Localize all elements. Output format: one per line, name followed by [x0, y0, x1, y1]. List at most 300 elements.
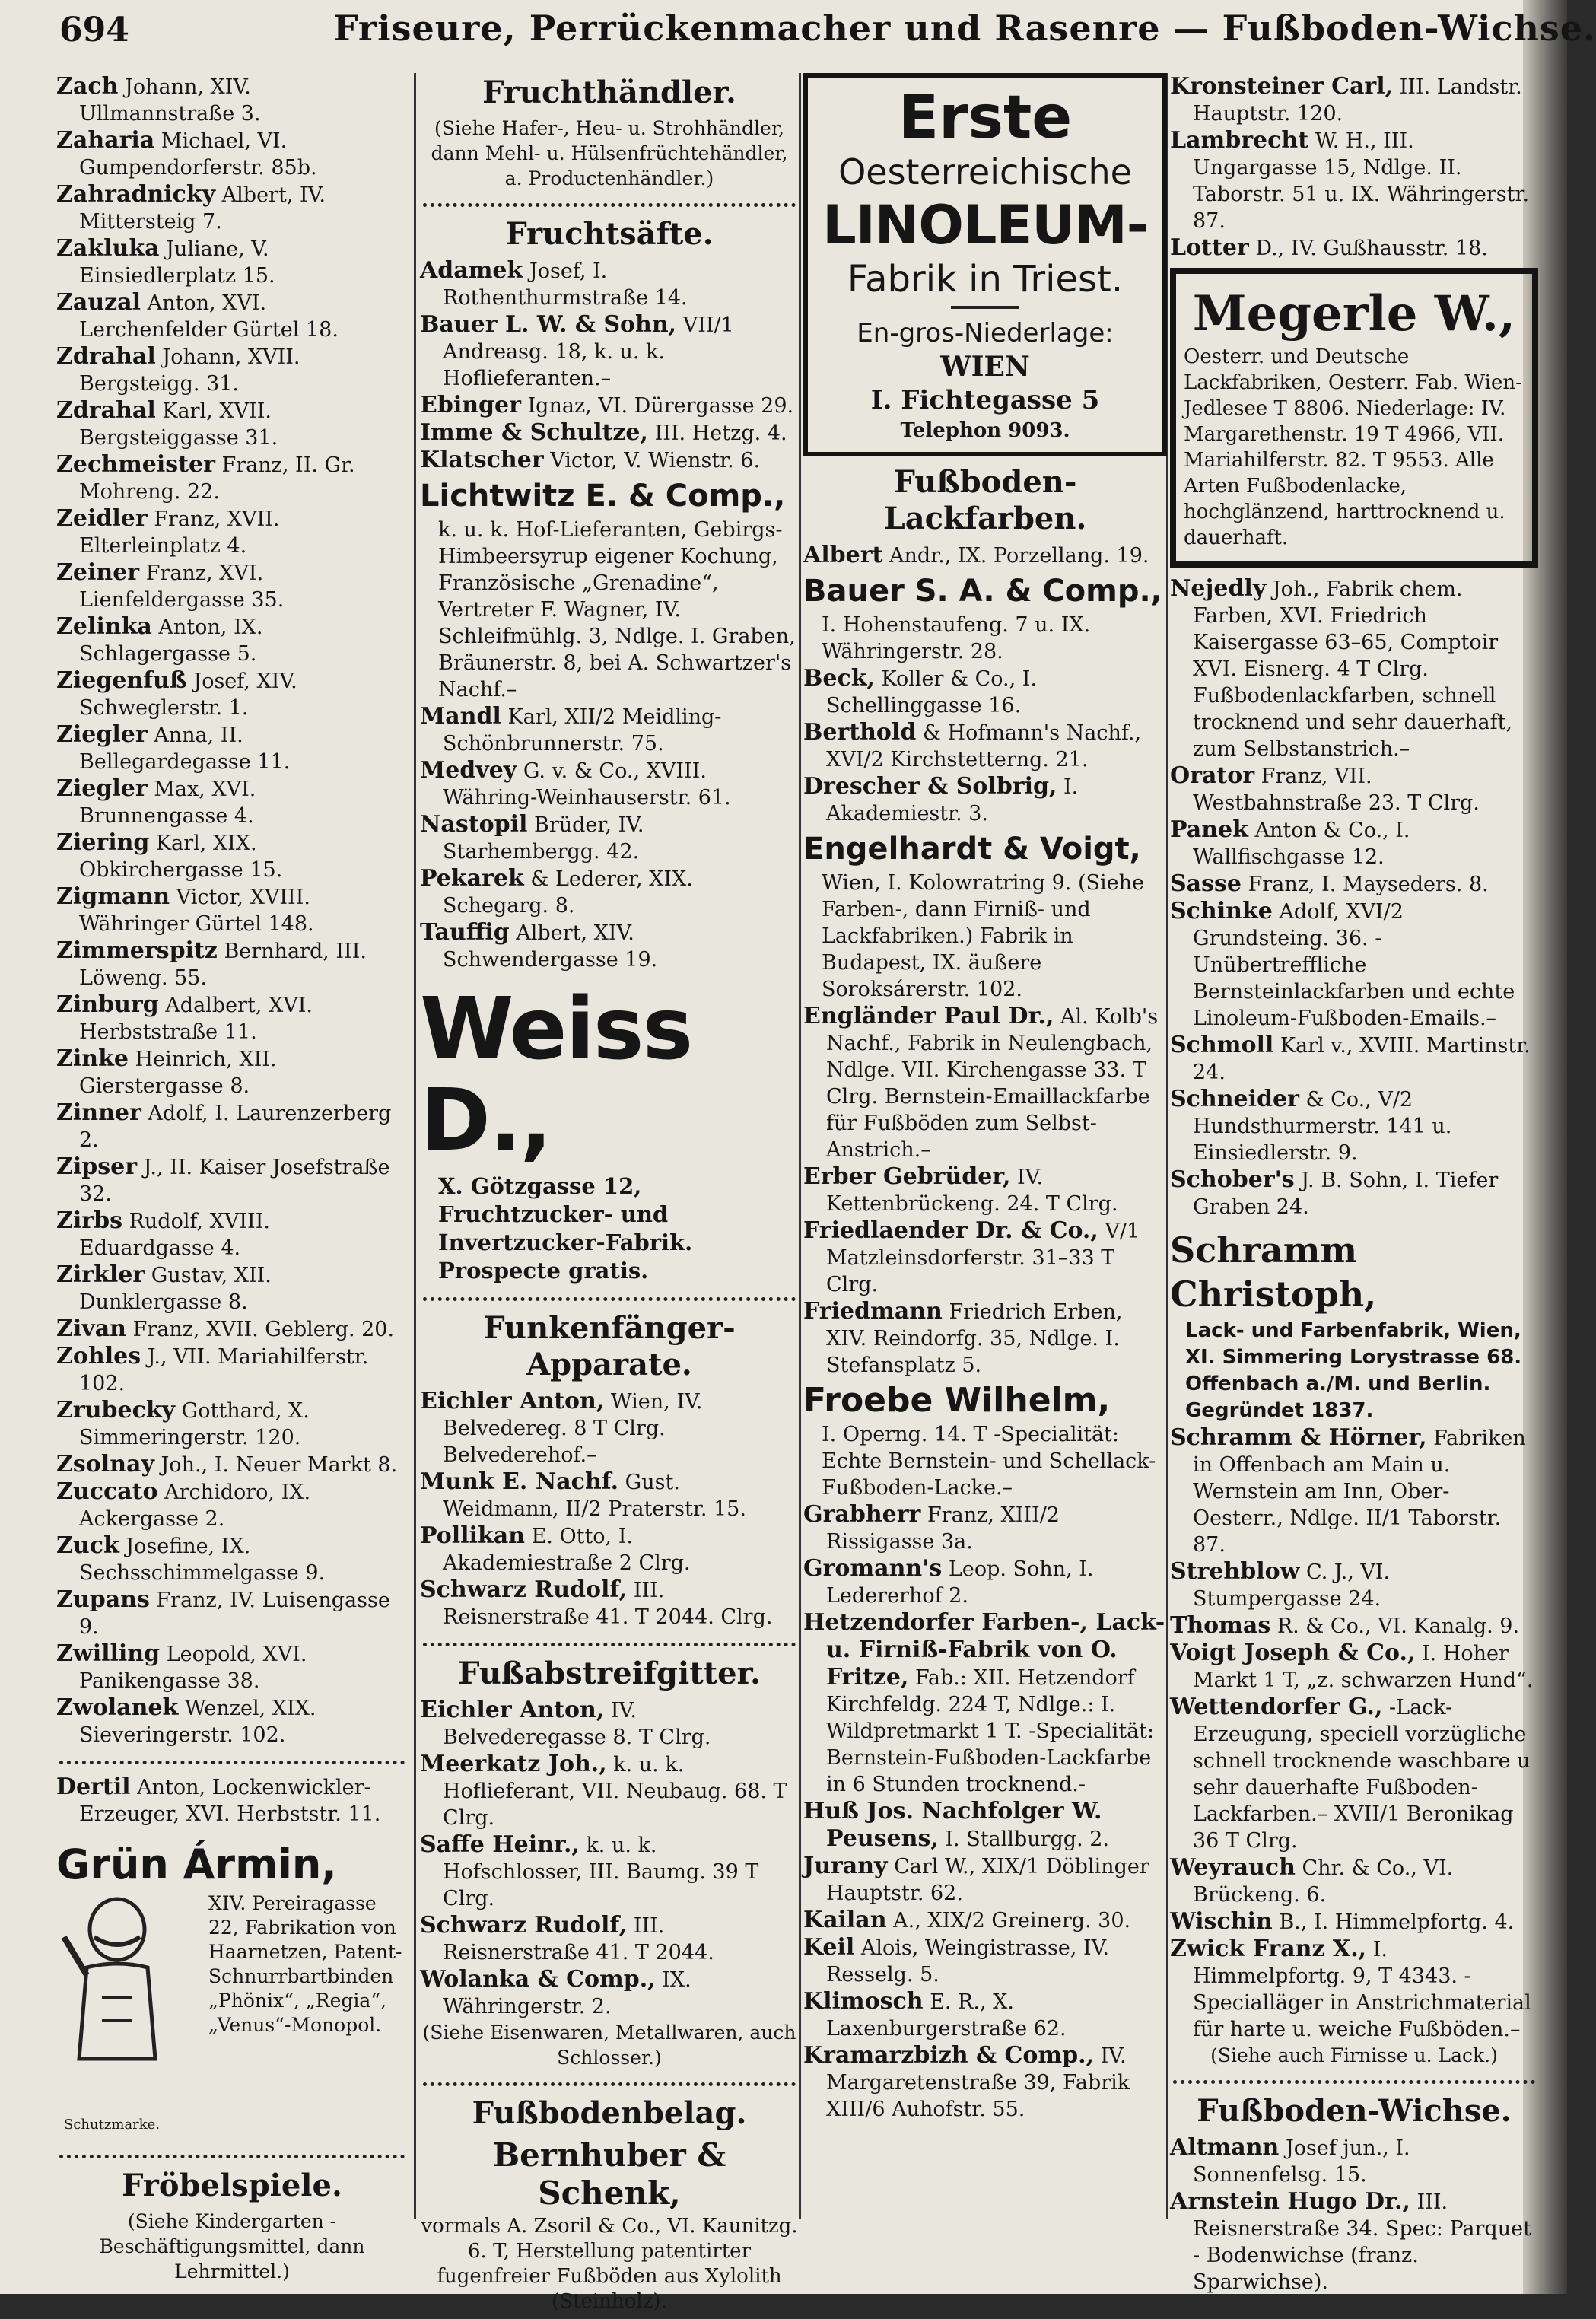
- entry-text: Brüder, IV. Starhembergg. 42.: [443, 813, 644, 864]
- ad-megerle-text: Oesterr. und Deutsche Lackfabriken, Oesterr. Fab. Wien-Jedlesee T 8806. Niederlage: IV. Margarethenstr. 19 T 4966, VII. Mariahilferstr. 82. T 9553. Alle Arten Fußbodenlacke, hochglänzend, harttrocknend u. dauerhaft.: [1184, 345, 1522, 549]
- entry-text: Franz, IV. Luisengasse 9.: [79, 1589, 390, 1639]
- list-item: [56, 1478, 408, 1532]
- list-item: [420, 1912, 799, 1966]
- entry-text: III. Reisnerstraße 41. T 2044.: [443, 1914, 714, 1964]
- dotted-separator: [423, 1290, 796, 1301]
- list-item: [420, 1697, 799, 1751]
- entry-name: Beck,: [803, 665, 875, 692]
- entry-name: Sasse: [1170, 870, 1242, 897]
- entry-text: Gust. Weidmann, II/2 Praterstr. 15.: [443, 1471, 746, 1521]
- ad-gruen-caption: Schutzmarke.: [64, 2117, 160, 2133]
- list-item: [56, 1532, 408, 1586]
- entry-name: Zahradnicky: [56, 181, 216, 208]
- entry-text: & Hofmann's Nachf., XVI/2 Kirchstetterng. 21.: [826, 721, 1142, 771]
- dotted-separator: [1173, 2072, 1535, 2084]
- entry-text: Gustav, XII. Dunklergasse 8.: [79, 1264, 272, 1314]
- list-item: [420, 1576, 799, 1630]
- entry-text: Franz, I. Mayseders. 8.: [1248, 873, 1489, 896]
- entry-name: Zupans: [56, 1586, 150, 1613]
- entry-text: Joh., Fabrik chem. Farben, XVI. Friedrich Kaisergasse 63–65, Comptoir XVI. Eisnerg. 4 T Clrg. Fußbodenlackfarben, schnell trocknend und sehr dauerhaft, zum Selbstanstrich.–: [1193, 577, 1513, 761]
- entry-text: Franz, VII. Westbahnstraße 23. T Clrg.: [1193, 765, 1480, 815]
- list-item: [56, 1640, 408, 1694]
- entry-text: Leop. Sohn, I. Ledererhof 2.: [826, 1557, 1094, 1608]
- entry-name: Altmann: [1170, 2134, 1280, 2161]
- list-item: [420, 392, 799, 419]
- entry-name: Kronsteiner Carl,: [1170, 73, 1394, 100]
- entry-name: Imme & Schultze,: [420, 419, 648, 446]
- list-item: [803, 542, 1167, 569]
- entry-text: & Lederer, XIX. Schegarg. 8.: [443, 867, 693, 918]
- entry-text: D., IV. Gußhausstr. 18.: [1255, 237, 1488, 260]
- entry-text: Rudolf, XVIII. Eduardgasse 4.: [79, 1210, 270, 1260]
- entry-name: Huß Jos. Nachfolger W. Peusens,: [803, 1798, 1102, 1852]
- entry-name: Klimosch: [803, 1988, 924, 2015]
- entry-name: Wischin: [1170, 1908, 1273, 1935]
- entry-name: Zsolnay: [56, 1451, 154, 1478]
- list-item: [803, 1853, 1167, 1907]
- entry-name: Bauer L. W. & Sohn,: [420, 311, 677, 338]
- entry-name: Zwick Franz X.,: [1170, 1936, 1367, 1962]
- ad-linoleum: [803, 73, 1167, 456]
- list-item: [56, 937, 408, 991]
- entry-text: E. R., X. Laxenburgerstraße 62.: [826, 1990, 1067, 2041]
- entry-text: Leopold, XVI. Panikengasse 38.: [79, 1643, 307, 1693]
- entry-text: Victor, V. Wienstr. 6.: [550, 449, 761, 472]
- entry-name: Zipser: [56, 1153, 138, 1180]
- list-item: [56, 1451, 408, 1478]
- column-3: [803, 73, 1167, 2123]
- entry-name: Zdrahal: [56, 343, 156, 370]
- column-2: [420, 73, 799, 2319]
- list-item: [803, 2042, 1167, 2123]
- entry-name: Voigt Joseph & Co.,: [1170, 1640, 1416, 1666]
- entry-text: -Lack-Erzeugung, speciell vorzügliche schnell trocknende waschbare u sehr dauerhafte Fußboden-Lackfarben.– XVII/1 Beronikag 36 T Clrg.: [1193, 1696, 1531, 1853]
- entry-text: E. Otto, I. Akademiestraße 2 Clrg.: [443, 1525, 691, 1575]
- entry-name: Adamek: [420, 257, 523, 284]
- list-item: [1170, 898, 1538, 1032]
- list-item: [56, 235, 408, 289]
- ad-megerle: [1170, 268, 1538, 568]
- entry-name: Panek: [1170, 816, 1248, 843]
- entry-name: Zwolanek: [56, 1694, 179, 1721]
- entry-text: Johann, XVII. Bergsteigg. 31.: [79, 345, 300, 396]
- entry-name: Erber Gebrüder,: [803, 1163, 1011, 1190]
- entry-name: Saffe Heinr.,: [420, 1831, 580, 1858]
- list-item: [803, 1217, 1167, 1298]
- section-note: (Siehe Hafer-, Heu- u. Strohhändler, dann Mehl- u. Hülsenfrüchtehändler, a. Productenhändler.): [431, 117, 788, 189]
- entry-name: Zirbs: [56, 1207, 122, 1234]
- entry-text: Karl, XII/2 Meidling-Schönbrunnerstr. 75.: [443, 705, 722, 756]
- entry-text: & Co., V/2 Hundsthurmerstr. 141 u. Einsiedlerstr. 9.: [1193, 1088, 1452, 1165]
- list-item: [1170, 234, 1538, 262]
- list-item: [1170, 1086, 1538, 1166]
- list-item: [420, 419, 799, 447]
- entry-text: Fabriken in Offenbach am Main u. Wernstein am Inn, Ober-Oesterr., Ndlge. II/1 Taborstr. 87.: [1193, 1427, 1526, 1557]
- entry-name: Gromann's: [803, 1555, 943, 1582]
- list-item: [56, 667, 408, 721]
- entry-name: Drescher & Solbrig,: [803, 773, 1057, 800]
- list-item: [420, 1831, 799, 1912]
- list-item: [803, 1163, 1167, 1217]
- entry-name: Strehblow: [1170, 1558, 1300, 1585]
- ad-megerle-name: Megerle W.,: [1192, 285, 1516, 342]
- entry-text: Josef jun., I. Sonnenfelsg. 15.: [1193, 2136, 1410, 2187]
- entry-name: Ziering: [56, 829, 150, 856]
- list-item: [420, 1388, 799, 1468]
- entry-name: Kailan: [803, 1907, 887, 1933]
- list-item: [1170, 1166, 1538, 1220]
- entry-name: Engländer Paul Dr.,: [803, 1003, 1054, 1029]
- entry-name: Schinke: [1170, 898, 1273, 924]
- list-item: [56, 1045, 408, 1099]
- entry-name: Lotter: [1170, 234, 1249, 261]
- entry-list: [803, 665, 1167, 827]
- entry-text: Anna, II. Bellegardegasse 11.: [79, 724, 291, 774]
- entry-text: Michael, VI. Gumpendorferstr. 85b.: [79, 129, 317, 180]
- page-number: 694: [59, 11, 129, 49]
- list-item: [420, 811, 799, 865]
- entry-text: Gotthard, X. Simmeringerstr. 120.: [79, 1399, 310, 1449]
- list-item: [56, 505, 408, 559]
- entry-text: Fab.: XII. Hetzendorf Kirchfeldg. 224 T, Ndlge.: I. Wildpretmarkt 1 T. -Specialität: Bernstein-Fußboden-Lackfarbe in 6 Stunden trocknend.-: [826, 1666, 1155, 1796]
- entry-list: [56, 73, 408, 1748]
- entry-name: Orator: [1170, 762, 1255, 789]
- entry-name: Zdrahal: [56, 397, 156, 424]
- ad-schramm-name: Schramm Christoph,: [1170, 1229, 1377, 1315]
- list-item: [803, 1298, 1167, 1379]
- list-item: [1170, 1558, 1538, 1612]
- entry-text: Ignaz, VI. Dürergasse 29.: [527, 394, 794, 418]
- entry-name: Medvey: [420, 757, 517, 784]
- list-item: [420, 447, 799, 474]
- list-item: [420, 257, 799, 311]
- entry-text: R. & Co., VI. Kanalg. 9.: [1276, 1614, 1520, 1638]
- entry-name: Keil: [803, 1934, 855, 1961]
- entry-text: Joh., I. Neuer Markt 8.: [161, 1453, 398, 1477]
- ad-lichtwitz-name: Lichtwitz E. & Comp.,: [420, 479, 786, 514]
- entry-name: Berthold: [803, 719, 917, 746]
- entry-text: Adolf, XVI/2 Grundsteing. 36. -Unübertreffliche Bernsteinlackfarben und echte Linoleum-Fußboden-Emails.–: [1193, 900, 1515, 1030]
- entry-text: Adolf, I. Laurenzerberg 2.: [79, 1102, 392, 1152]
- entry-name: Eichler Anton,: [420, 1388, 605, 1414]
- list-item: [56, 397, 408, 451]
- ad-lichtwitz-text: k. u. k. Hof-Lieferanten, Gebirgs-Himbeersyrup eigener Kochung, Französische „Grenadine“, Vertreter F. Wagner, IV. Schleifmühlg. 3, Ndlge. I. Graben, Bräunerstr. 8, bei A. Schwartzer's Nachf.–: [438, 518, 796, 701]
- list-item: [420, 757, 799, 811]
- page-header: [59, 6, 1596, 59]
- list-item: [56, 451, 408, 505]
- entry-name: Eichler Anton,: [420, 1697, 605, 1723]
- entry-text: I. Himmelpfortg. 9, T 4343. -Specialläger in Anstrichmaterial für harte u. weiche Fußböden.–: [1193, 1938, 1531, 2041]
- entry-text: Franz, XVI. Lienfeldergasse 35.: [79, 561, 285, 612]
- list-item: [1170, 1908, 1538, 1936]
- list-item: [803, 1988, 1167, 2042]
- list-item: [420, 311, 799, 392]
- entry-text: IX. Währingerstr. 2.: [443, 1968, 691, 2018]
- entry-name: Kramarzbizh & Comp.,: [803, 2042, 1095, 2069]
- list-item: [1170, 127, 1538, 234]
- entry-text: k. u. k. Hofschlosser, III. Baumg. 39 T Clrg.: [443, 1834, 759, 1910]
- list-item: [56, 1586, 408, 1640]
- entry-name: Grabherr: [803, 1501, 921, 1528]
- ad-linoleum-line4: Fabrik in Triest.: [847, 258, 1124, 301]
- dotted-separator: [423, 1635, 796, 1646]
- dotted-separator: [59, 1753, 405, 1764]
- list-item: [56, 181, 408, 235]
- entry-text: Karl v., XVIII. Martinstr. 24.: [1193, 1034, 1531, 1084]
- ad-weiss-text: X. Götzgasse 12, Fruchtzucker- und Invertzucker-Fabrik. Prospecte gratis.: [438, 1173, 693, 1284]
- entry-name: Lambrecht: [1170, 127, 1309, 154]
- entry-list: [803, 1501, 1167, 2123]
- list-item: [803, 1555, 1167, 1609]
- entry-name: Ziegler: [56, 775, 148, 802]
- entry-text: Josefine, IX. Sechsschimmelgasse 9.: [79, 1535, 326, 1585]
- entry-list: [1170, 1424, 1538, 2043]
- entry-list: [1170, 2134, 1538, 2295]
- entry-name: Zimmerspitz: [56, 937, 218, 964]
- entry-name: Zeidler: [56, 505, 148, 532]
- section-title: Fruchthändler.: [482, 75, 736, 110]
- list-item: [56, 1099, 408, 1153]
- entry-name: Zuccato: [56, 1478, 158, 1505]
- list-item: [420, 919, 799, 973]
- entry-text: IV. Belvederegasse 8. T Clrg.: [443, 1699, 711, 1749]
- entry-text: VII/1 Andreasg. 18, k. u. k. Hoflieferanten.–: [443, 313, 734, 390]
- list-item: [56, 73, 408, 127]
- entry-text: Wenzel, XIX. Sieveringerstr. 102.: [79, 1697, 316, 1747]
- entry-name: Zakluka: [56, 235, 160, 262]
- list-item: [1170, 1424, 1538, 1558]
- section-title: Fußboden-Wichse.: [1197, 2093, 1512, 2129]
- running-head: Friseure, Perrückenmacher und Rasenre — Fußboden-Wichse.: [333, 8, 1596, 49]
- entry-text: J., VII. Mariahilferstr. 102.: [79, 1345, 369, 1395]
- entry-name: Zinke: [56, 1045, 129, 1072]
- entry-name: Nejedly: [1170, 575, 1267, 602]
- list-item: [56, 775, 408, 829]
- list-item: [56, 343, 408, 397]
- column-4: [1170, 73, 1538, 2295]
- list-item: Dertil Anton, Lockenwickler-Erzeuger, XVI. Herbststr. 11.: [56, 1773, 381, 1826]
- entry-name: Schramm & Hörner,: [1170, 1424, 1427, 1451]
- entry-name: Schmoll: [1170, 1032, 1274, 1058]
- entry-text: Max, XVI. Brunnengasse 4.: [79, 778, 256, 828]
- entry-name: Ebinger: [420, 392, 521, 418]
- ad-bauer-name: Bauer S. A. & Comp.,: [803, 574, 1162, 609]
- section-note: (Siehe auch Firnisse u. Lack.): [1210, 2044, 1498, 2066]
- entry-name: Friedlaender Dr. & Co.,: [803, 1217, 1098, 1244]
- entry-text: Wien, IV. Belvedereg. 8 T Clrg. Belvederehof.–: [443, 1390, 703, 1467]
- ad-linoleum-line3: LINOLEUM-: [822, 194, 1148, 256]
- entry-text: III. Hetzg. 4.: [654, 421, 787, 445]
- entry-name: Zaharia: [56, 127, 155, 154]
- entry-name: Zirkler: [56, 1261, 145, 1288]
- ad-gruen: [56, 1891, 408, 2142]
- section-note: (Siehe Eisenwaren, Metallwaren, auch Schlosser.): [422, 2022, 796, 2069]
- list-item: [56, 127, 408, 181]
- entry-text: Al. Kolb's Nachf., Fabrik in Neulengbach, Ndlge. VII. Kirchengasse 33. T Clrg. Bernstein-Emaillackfarbe für Fußböden zum Selbst-Anstrich.–: [826, 1005, 1159, 1162]
- entry-text: Josef, XIV. Schweglerstr. 1.: [79, 670, 297, 720]
- entry-name: Zeiner: [56, 559, 140, 586]
- entry-text: Franz, XVII. Geblerg. 20.: [132, 1318, 395, 1341]
- section-title: Fußabstreifgitter.: [458, 1656, 761, 1691]
- ad-gruen-text: XIV. Pereiragasse 22, Fabrikation von Haarnetzen, Patent-Schnurrbartbinden „Phönix“, „Regia“, „Venus“-Monopol.: [208, 1892, 402, 2036]
- entry-text: C. J., VI. Stumpergasse 24.: [1193, 1560, 1391, 1611]
- section-title: Funkenfänger-Apparate.: [483, 1310, 736, 1382]
- list-item: [803, 1907, 1167, 1934]
- list-item: [420, 865, 799, 919]
- list-item: [1170, 1612, 1538, 1640]
- list-item: [56, 289, 408, 343]
- entry-text: k. u. k. Hoflieferant, VII. Neubaug. 68. T Clrg.: [443, 1753, 787, 1830]
- list-item: [56, 613, 408, 667]
- entry-name: Schwarz Rudolf,: [420, 1912, 628, 1939]
- list-item: [56, 991, 408, 1045]
- entry-name: Wettendorfer G.,: [1170, 1694, 1383, 1720]
- column-1: [56, 73, 408, 2289]
- list-item: [803, 1003, 1167, 1163]
- entry-name: Zivan: [56, 1315, 126, 1342]
- list-item: [420, 703, 799, 757]
- list-item: [56, 1315, 408, 1343]
- entry-text: W. H., III. Ungargasse 15, Ndlge. II. Taborstr. 51 u. IX. Währingerstr. 87.: [1193, 129, 1530, 233]
- list-item: [56, 883, 408, 937]
- list-item: [803, 719, 1167, 773]
- list-item: [56, 829, 408, 883]
- list-item: [56, 1343, 408, 1397]
- section-note: (Siehe Kindergarten - Beschäftigungsmittel, dann Lehrmittel.): [99, 2210, 365, 2282]
- list-item: [56, 1694, 408, 1748]
- entry-name: Zinner: [56, 1099, 141, 1126]
- entry-text: Carl W., XIX/1 Döblinger Hauptstr. 62.: [826, 1855, 1149, 1905]
- entry-text: Franz, XIII/2 Rissigasse 3a.: [826, 1503, 1060, 1554]
- entry-list: [420, 257, 799, 474]
- ad-froebe-text: I. Operng. 14. T -Specialität: Echte Bernstein- und Schellack-Fußboden-Lacke.–: [822, 1423, 1156, 1500]
- entry-text: Heinrich, XII. Gierstergasse 8.: [79, 1048, 277, 1098]
- entry-name: Schwarz Rudolf,: [420, 1576, 628, 1603]
- list-item: [803, 1798, 1167, 1853]
- entry-list: [420, 703, 799, 973]
- entry-name: Zrubecky: [56, 1397, 176, 1424]
- ad-bernhuber-text: vormals A. Zsoril & Co., VI. Kaunitzg. 6. T, Herstellung patentirter fugenfreier Fußböden aus Xylolith (Steinholz).: [421, 2215, 798, 2313]
- column-rule: [414, 73, 416, 2219]
- entry-text: B., I. Himmelpfortg. 4.: [1279, 1910, 1515, 1934]
- list-item: [1170, 1032, 1538, 1086]
- entry-name: Zinburg: [56, 991, 159, 1018]
- list-item: [1170, 816, 1538, 870]
- entry-name: Schober's: [1170, 1166, 1295, 1193]
- entry-name: Pekarek: [420, 865, 524, 892]
- list-item: [803, 665, 1167, 719]
- entry-text: Andr., IX. Porzellang. 19.: [889, 544, 1149, 568]
- entry-name: Ziegler: [56, 721, 148, 748]
- entry-name: Pollikan: [420, 1522, 525, 1549]
- ad-linoleum-line8: Telephon 9093.: [900, 419, 1070, 442]
- section-title: Fruchtsäfte.: [505, 216, 714, 252]
- entry-text: Albert, XIV. Schwendergasse 19.: [443, 921, 658, 972]
- entry-name: Hetzendorfer Farben-, Lack- u. Firniß-Fabrik von O. Fritze,: [803, 1609, 1165, 1691]
- entry-text: Albert, IV. Mittersteig 7.: [79, 183, 326, 234]
- entry-list: [803, 542, 1167, 569]
- ad-engelhardt-name: Engelhardt & Voigt,: [803, 832, 1141, 867]
- entry-text: I. Akademiestr. 3.: [826, 775, 1079, 825]
- entry-name: Zauzal: [56, 289, 141, 316]
- entry-name: Klatscher: [420, 447, 544, 473]
- entry-text: IV. Kettenbrückeng. 24. T Clrg.: [826, 1166, 1118, 1216]
- list-item: [56, 721, 408, 775]
- entry-name: Tauffig: [420, 919, 510, 946]
- list-item: [803, 773, 1167, 827]
- list-item: [1170, 1694, 1538, 1854]
- ad-linoleum-line1: Erste: [898, 84, 1073, 152]
- ad-engelhardt-text: Wien, I. Kolowratring 9. (Siehe Farben-, dann Firniß- und Lackfabriken.) Fabrik in Budapest, IX. äußere Soroksárerstr. 102.: [822, 871, 1144, 1001]
- entry-text: J. B. Sohn, I. Tiefer Graben 24.: [1193, 1169, 1499, 1219]
- entry-text: III. Reisnerstraße 34. Spec: Parquet - Bodenwichse (franz. Sparwichse).: [1193, 2190, 1531, 2294]
- list-item: [1170, 2134, 1538, 2188]
- entry-text: Koller & Co., I. Schellinggasse 16.: [826, 667, 1038, 717]
- entry-name: Zigmann: [56, 883, 170, 910]
- entry-name: Munk E. Nachf.: [420, 1468, 619, 1495]
- list-item: [1170, 870, 1538, 898]
- entry-name: Nastopil: [420, 811, 528, 838]
- list-item: [420, 1751, 799, 1831]
- entry-text: V/1 Matzleinsdorferstr. 31–33 T Clrg.: [826, 1220, 1140, 1296]
- entry-text: III. Landstr. Hauptstr. 120.: [1193, 75, 1522, 126]
- entry-name: Meerkatz Joh.,: [420, 1751, 607, 1777]
- ad-froebe-name: Froebe Wilhelm,: [803, 1381, 1111, 1420]
- section-title: Fußbodenbelag.: [472, 2095, 747, 2131]
- ad-linoleum-line2: Oesterreichische: [838, 151, 1132, 192]
- entry-list: [420, 1697, 799, 2020]
- ad-bauer-text: I. Hohenstaufeng. 7 u. IX. Währingerstr. 28.: [822, 613, 1091, 663]
- entry-text: III. Reisnerstraße 41. T 2044. Clrg.: [443, 1579, 773, 1629]
- entry-name: Weyrauch: [1170, 1854, 1296, 1881]
- entry-name: Zuck: [56, 1532, 119, 1559]
- dotted-separator: [423, 196, 796, 207]
- ad-bernhuber-name: Bernhuber & Schenk,: [492, 2136, 726, 2212]
- list-item: [1170, 575, 1538, 762]
- ad-linoleum-line7: I. Fichtegasse 5: [870, 385, 1100, 415]
- ad-schramm-text: Lack- und Farbenfabrik, Wien, XI. Simmering Lorystrasse 68. Offenbach a./M. und Berlin. Gegründet 1837.: [1185, 1319, 1522, 1422]
- dotted-separator: [423, 2075, 796, 2086]
- ad-gruen-name: Grün Ármin,: [56, 1840, 337, 1888]
- entry-name: Ziegenfuß: [56, 667, 187, 694]
- list-item: [420, 1468, 799, 1522]
- entry-text: Anton, IX. Schlagergasse 5.: [79, 616, 263, 666]
- entry-text: Chr. & Co., VI. Brückeng. 6.: [1193, 1856, 1454, 1907]
- ad-linoleum-rule: [951, 306, 1019, 309]
- entry-name: Thomas: [1170, 1612, 1271, 1639]
- list-item: [1170, 1936, 1538, 2043]
- trademark-figure-icon: [64, 1891, 170, 2066]
- ad-linoleum-line6: WIEN: [940, 351, 1030, 383]
- entry-text: Friedrich Erben, XIV. Reindorfg. 35, Ndlge. I. Stefansplatz 5.: [826, 1300, 1123, 1377]
- entry-name: Wolanka & Comp.,: [420, 1966, 656, 1993]
- entry-text: J., II. Kaiser Josefstraße 32.: [79, 1156, 390, 1206]
- list-item: [56, 1207, 408, 1261]
- entry-text: Anton & Co., I. Wallfischgasse 12.: [1193, 819, 1410, 869]
- entry-name: Zach: [56, 73, 119, 100]
- section-title: Fröbelspiele.: [122, 2168, 342, 2203]
- list-item: [420, 1966, 799, 2020]
- list-item: [56, 1153, 408, 1207]
- entry-list: [803, 1003, 1167, 1379]
- entry-name: Albert: [803, 542, 883, 568]
- list-item: [56, 559, 408, 613]
- ad-weiss-name: Weiss D.,: [420, 980, 692, 1170]
- entry-name: Zwilling: [56, 1640, 161, 1667]
- entry-text: G. v. & Co., XVIII. Währing-Weinhauserstr. 61.: [443, 759, 731, 810]
- list-item: [803, 1609, 1167, 1798]
- section-title: Fußboden-Lackfarben.: [883, 464, 1087, 536]
